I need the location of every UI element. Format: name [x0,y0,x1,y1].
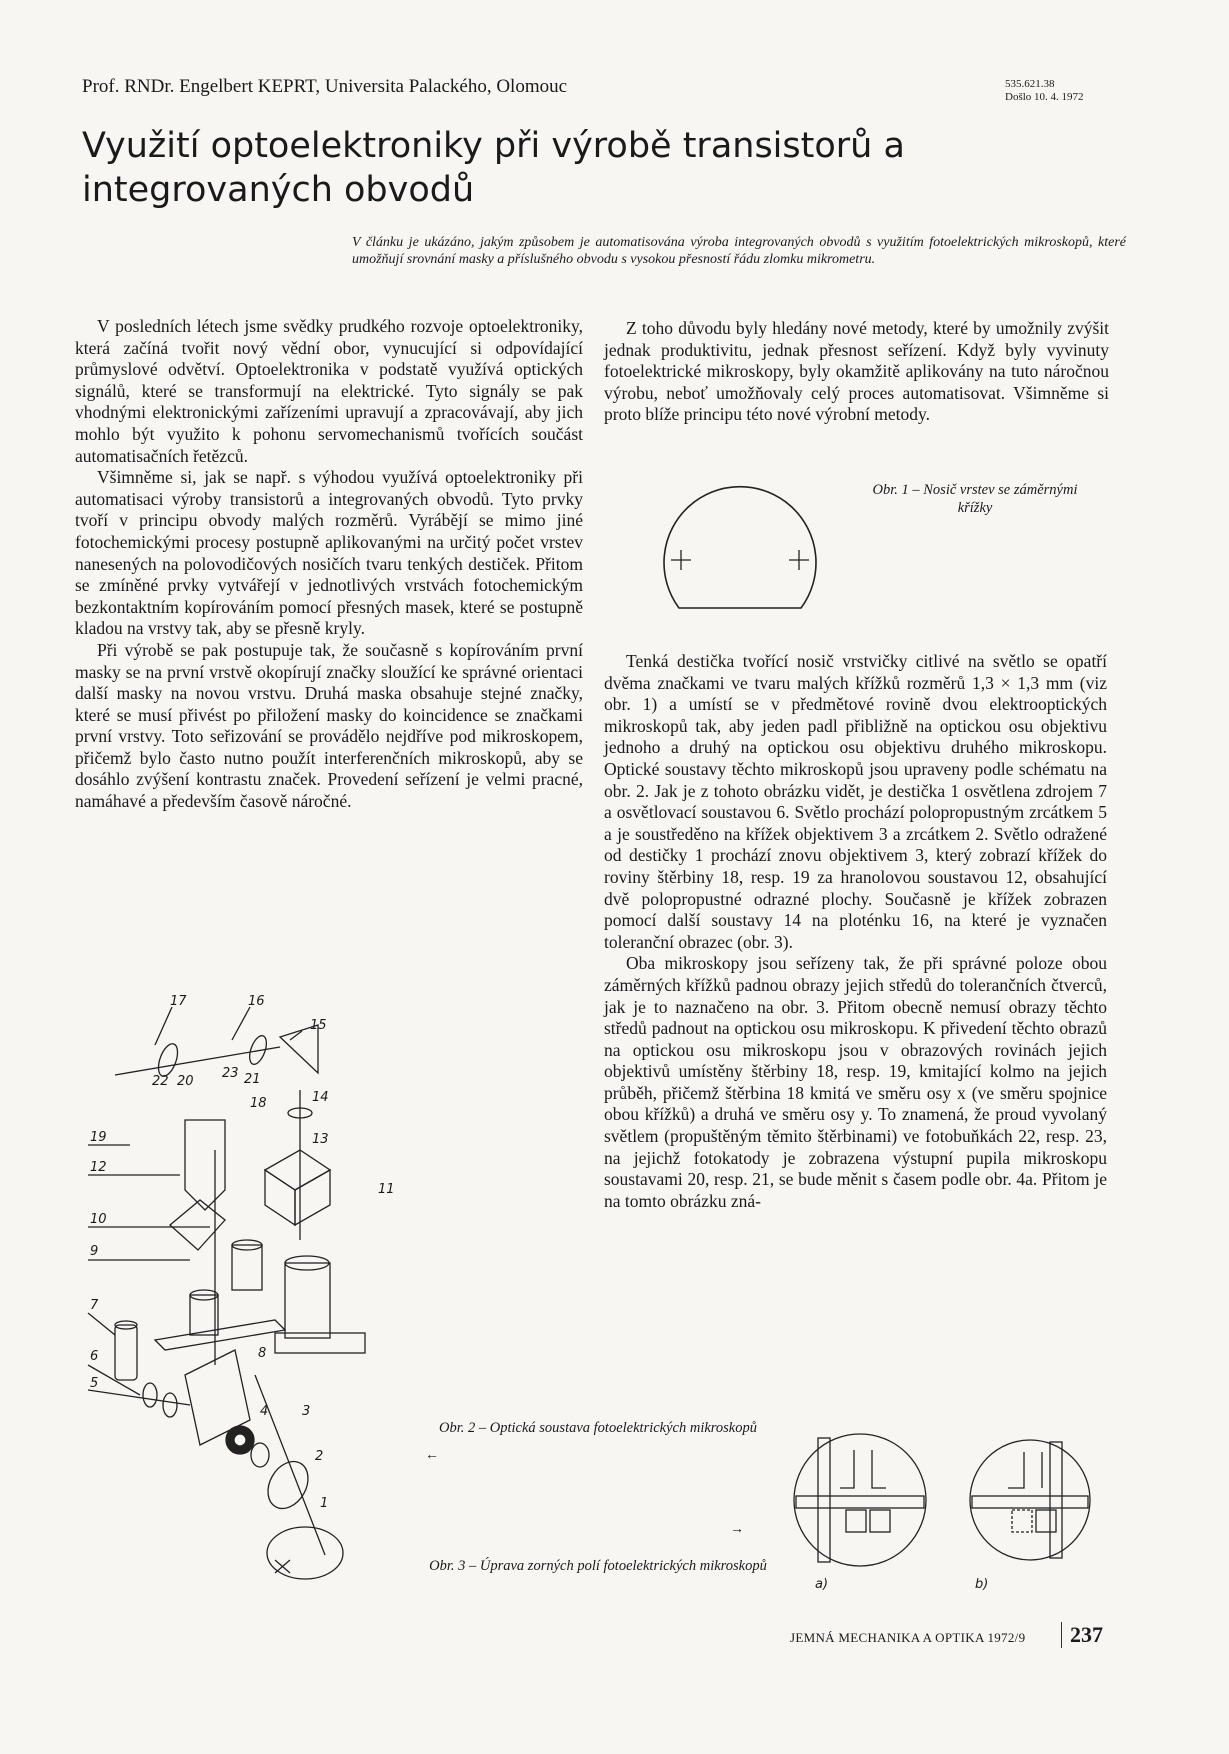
label-10: 10 [90,1212,107,1227]
label-11: 11 [378,1182,395,1197]
label-21: 21 [244,1072,261,1087]
mirror-2 [260,1454,316,1515]
label-15: 15 [310,1018,327,1033]
label-6: 6 [90,1349,99,1364]
objective-4-center [234,1434,246,1446]
objective-3 [251,1443,269,1467]
article-title: Využití optoelektroniky při výrobě transistorů a integrovaných obvodů [82,126,905,210]
arrow-left-icon: ← [425,1448,439,1463]
cross-arms-a [840,1450,886,1488]
leader-line [88,1390,190,1405]
label-19: 19 [90,1130,107,1145]
label-17: 17 [170,995,187,1009]
cross-mark-left [671,550,691,570]
label-22: 22 [152,1074,169,1089]
condenser-lens-6b [163,1393,177,1417]
objective-10 [232,1245,262,1290]
received-date: Došlo 10. 4. 1972 [1005,91,1084,103]
author-line: Prof. RNDr. Engelbert KEPRT, Universita Palackého, Olomouc [82,76,568,97]
wafer-outline [664,487,816,608]
tolerance-square-a2 [870,1510,890,1532]
figure-1-caption: Obr. 1 – Nosič vrstev se záměrnými křížky [872,482,1078,516]
abstract: V článku je ukázáno, jakým způsobem je automatisována výroba integrovaných obvodů s využitím fotoelektrických mikroskopů, které umožňují srovnání masky a příslušného obvodu s vysokou přesností řádu zlomku mikrometru. [352,235,1126,267]
prism-system-12 [185,1120,225,1210]
left-column [75,316,583,813]
paragraph: V posledních létech jsme svědky prudkého rozvoje optoelektroniky, která začíná tvořit nový vědní obor, vynucující si odpovídající průmyslové odvětví. Optoelektronika v podstatě využívá optických signálů, které se transformují na elektrické. Tyto signály se pak vhodnými elektronickými zařízeními upravují a zpracovávají, aby jich mohlo být využito k pohonu servomechanismů tvořících součást automatisačních řetězců. [75,316,583,466]
wafer-1-cross [275,1560,290,1573]
paragraph: Z toho důvodu byly hledány nové metody, které by umožnily zvýšit jednak produktivitu, jednak přesnost seřízení. Když byly vyvinuty fotoelektrické mikroskopy, byly okamžitě aplikovány na tuto náročnou výrobu, neboť umožňovaly celý proces automatisovat. Všimněme si proto blíže principu této nové výrobní metody. [604,318,1109,425]
label-3: 3 [302,1404,311,1419]
field-circle-a [794,1434,926,1566]
tolerance-square-a1 [846,1510,866,1532]
footer-divider [1061,1622,1062,1648]
journal-footer: JEMNÁ MECHANIKA A OPTIKA 1972/9 [790,1630,1026,1645]
label-23: 23 [222,1066,239,1081]
figure-2-optical-system-diagram [80,995,400,1585]
label-14: 14 [312,1090,329,1105]
article-meta [1005,78,1084,104]
label-12: 12 [90,1160,107,1175]
slit-horizontal-a [796,1496,924,1508]
label-4: 4 [260,1404,269,1419]
leader-line [155,1007,172,1045]
label-5: 5 [90,1376,99,1391]
page-number: 237 [1070,1622,1103,1647]
element-9 [190,1295,218,1335]
label-9: 9 [90,1244,99,1259]
figure-3-caption: Obr. 3 – Úprava zorných polí fotoelektrických mikroskopů [429,1558,767,1574]
wafer-1 [267,1527,343,1579]
prism-system-12-lower [170,1200,225,1250]
label-7: 7 [90,1298,99,1313]
paragraph: Tenká destička tvořící nosič vrstvičky citlivé na světlo se opatří dvěma značkami ve tvaru malých křížků rozměrů 1,3 × 1,3 mm (viz obr. 1) a umístí se v předmětové rovině dvou elektrooptických mikroskopů tak, aby jeden padl přibližně na optickou osu objektivu jednoho a druhý na optickou osu objektivu druhého mikroskopu. Optické soustavy těchto mikroskopů jsou upraveny podle schématu na obr. 2. Jak je z tohoto obrázku vidět, je destička 1 osvětlena zdrojem 7 a osvětlovací soustavou 6. Světlo prochází polopropustným zrcátkem 5 a je soustředěno na křížek objektivem 3 a zrcátkem 2. Světlo odražené od destičky 1 prochází znovu objektivem 3, který zobrazí křížek do roviny štěrbiny 18, resp. 19 za hranolovou soustavou 12, obsahující dvě polopropustné odrazné plochy. Současně je křížek zobrazen pomocí další soustavy 14 na ploténku 16, na které je vyznačen toleranční obrazec (obr. 3). [604,651,1107,952]
slit-vertical-a [818,1438,830,1562]
leader-line [232,1007,250,1040]
lamp-7 [115,1325,137,1380]
right-column-bottom [604,651,1107,1212]
figure-2-caption: Obr. 2 – Optická soustava fotoelektrických mikroskopů [439,1420,757,1436]
field-view-b [970,1440,1090,1560]
condenser-lens-6 [143,1383,157,1407]
label-8: 8 [258,1346,267,1361]
prism-13-side [265,1170,295,1225]
field-view-a [794,1434,926,1566]
beam-line [115,1047,280,1075]
label-13: 13 [312,1132,329,1147]
leader-line [88,1313,115,1335]
cross-arms-b [1008,1452,1042,1488]
objective-11 [285,1263,330,1338]
udc-code: 535.621.38 [1005,78,1055,90]
field-circle-b [970,1440,1090,1560]
label-18: 18 [250,1096,267,1111]
arrow-right-icon: → [730,1522,744,1537]
figure-3-sublabel-b: b) [975,1577,989,1590]
figure-3-field-views [780,1420,1110,1590]
paragraph: Při výrobě se pak postupuje tak, že současně s kopírováním první masky se na první vrstvě okopírují značky sloužící ke správné orientaci další masky na novou vrstvu. Druhá maska obsahuje stejné značky, které se musí přivést po přiložení masky do koincidence se značkami první vrstvy. Toto seřizování se provádělo nejdříve pod mikroskopem, přičemž bylo často nutno použít interferenčních mikroskopů, aby se dosáhlo zvýšení kontrastu značek. Provedení seřízení je velmi pracné, namáhavé a především časově náročné. [75,639,583,812]
cross-mark-right [789,550,809,570]
label-16: 16 [248,995,265,1009]
tolerance-square-b1 [1012,1510,1032,1532]
label-20: 20 [177,1074,194,1089]
right-column-top [604,318,1109,426]
figure-3-sublabel-a: a) [815,1577,829,1590]
tolerance-square-b2 [1036,1510,1056,1532]
paragraph: Všimněme si, jak se např. s výhodou využívá optoelektroniky při automatisaci výroby transistorů a integrovaných obvodů. Tyto prvky tvoří v principu obvody malých rozměrů. Vyrábějí se mimo jiné fotochemickými procesy postupně aplikovanými na určitý počet vrstev nanesených na polovodičových nosičích tvaru tenkých destiček. Přitom se zmíněné prvky vytvářejí v jednotlivých vrstvách fotochemickým bezkontaktním kopírováním pomocí přesných masek, které se postupně kladou na vrstvy tak, aby se přesně kryly. [75,467,583,639]
slit-horizontal-b [972,1496,1088,1508]
stage-bar [275,1333,365,1353]
slit-vertical-b [1050,1442,1062,1558]
paragraph: Oba mikroskopy jsou seřízeny tak, že při správné poloze obou záměrných křížků padnou obrazy jejich středů do tolerančních čtverců, jak je to naznačeno na obr. 3. Přitom obecně nemusí obrazy těchto středů padnout na optickou osu mikroskopu. K přivedení těchto obrazů na optickou osu mikroskopu jsou v obrazových rovinách jejich objektivů umístěny štěrbiny 18, resp. 19, kmitající kolmo na jejich průběh, přičemž štěrbina 18 kmitá ve směru osy x (ve směru spojnice obou křížků) a druhá ve směru osy y. To znamená, že proud vyvolaný světlem (propuštěným těmito štěrbinami) ve fotobuňkách 22, resp. 23, na jejichž fotokatody je zobrazena výstupní pupila mikroskopu soustavami 20, resp. 21, se bude měnit s časem podle obr. 4a. Přitom je na tomto obrázku zná- [604,953,1107,1211]
figure-1-wafer-diagram [655,470,825,630]
label-1: 1 [320,1496,329,1511]
prism-13 [265,1150,330,1190]
label-2: 2 [315,1449,324,1464]
